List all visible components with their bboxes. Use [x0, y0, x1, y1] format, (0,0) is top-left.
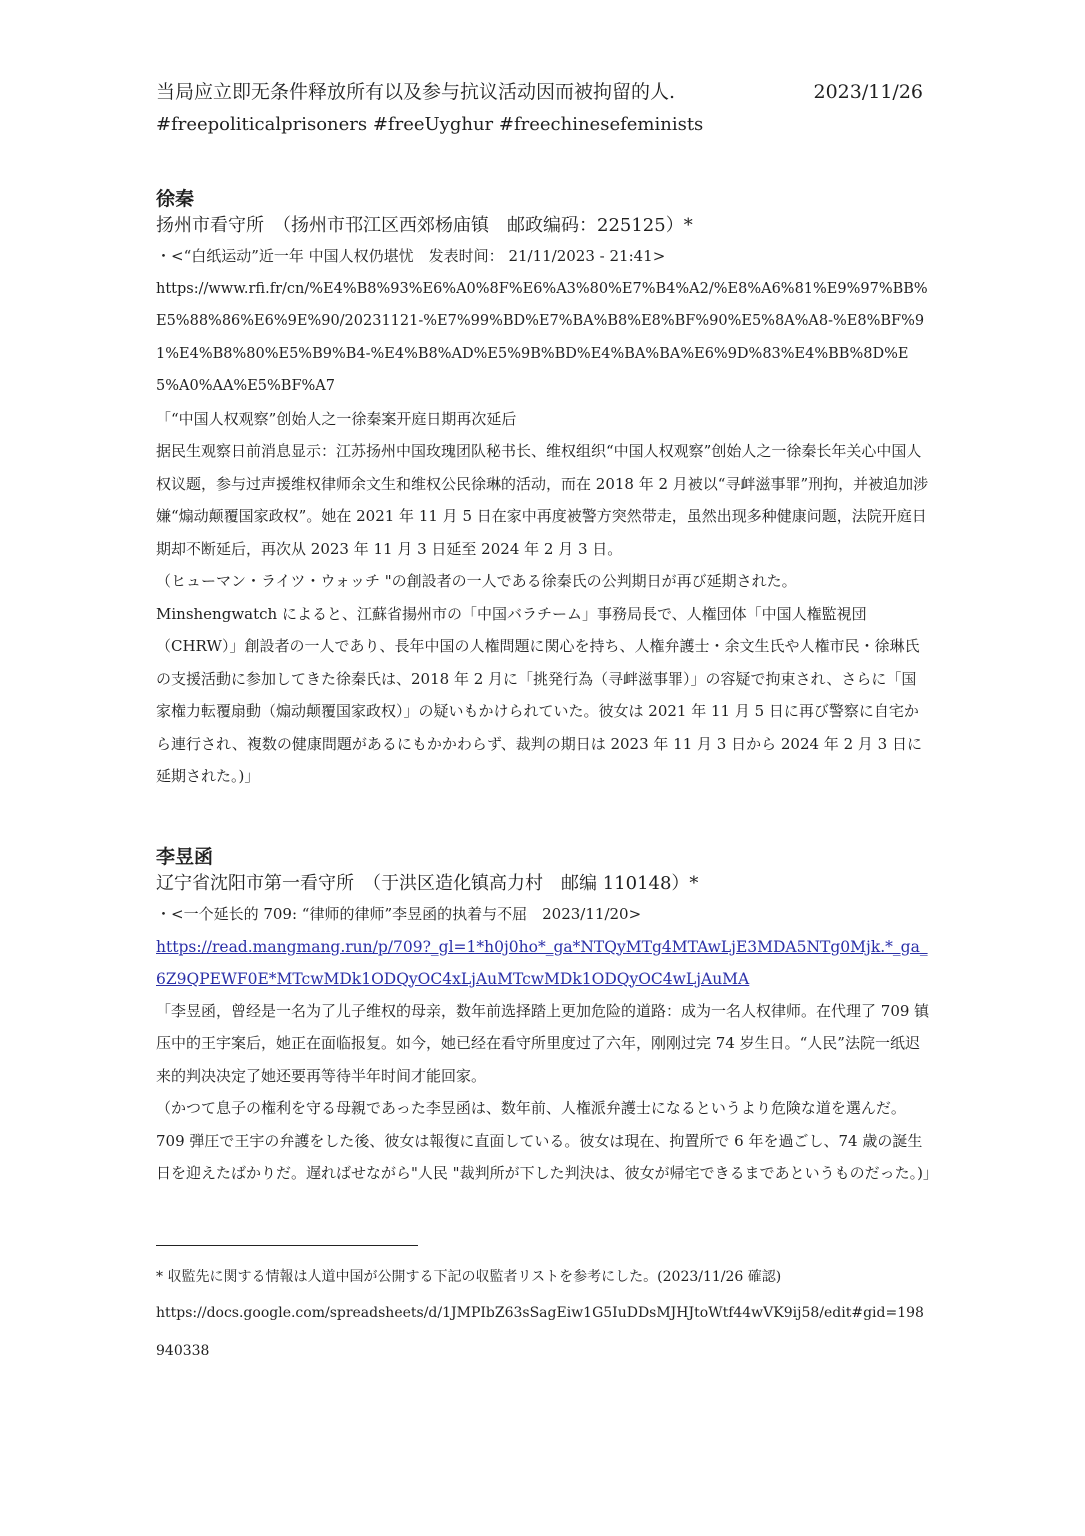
- footnote-mark: *: [156, 1269, 163, 1285]
- footnote-text-line: [156, 1260, 931, 1294]
- source-link[interactable]: https://read.mangmang.run/p/709?_gl=1*h0j0ho*_ga*NTQyMTg4MTAwLjE3MDA5NTg0Mjk.*_ga_6Z9QPEWF0E*MTcwMDk1ODQyOC4xLjAuMTcwMDk1ODQyOC4wLjAuMA: [156, 937, 928, 988]
- quote-japanese-1: （ヒューマン・ライツ・ウォッチ "の創設者の一人である徐秦氏の公判期日が再び延期された。: [156, 572, 797, 590]
- quote-title: 「“中国人权观察”创始人之一徐秦案开庭日期再次延后: [156, 409, 517, 428]
- source-line: ・<“白纸运动”近一年 中国人权仍堪忧 发表时间： 21/11/2023 - 21:41>: [156, 247, 666, 265]
- person-name: 李昱函: [156, 846, 214, 868]
- detention-location: 辽宁省沈阳市第一看守所 （于洪区造化镇高力村 邮编 110148）*: [156, 873, 699, 894]
- footnote-divider: [156, 1245, 418, 1246]
- source-line: ・<一个延长的 709: “律师的律师”李昱函的执着与不屈 2023/11/20>: [156, 905, 642, 923]
- section-li-yuhan: [156, 844, 938, 1190]
- hashtags: #freepoliticalprisoners #freeUyghur #freechinesefeminists: [156, 114, 704, 135]
- header-title: 当局应立即无条件释放所有以及参与抗议活动因而被拘留的人.: [156, 81, 676, 103]
- quote-chinese: 「李昱函，曾经是一名为了儿子维权的母亲，数年前选择踏上更加危险的道路：成为一名人权律师。在代理了 709 镇压中的王宇案后，她正在面临报复。如今，她已经在看守所里度过了六年，刚刚过完 74 岁生日。“人民”法院一纸迟来的判决决定了她还要再等待半年时间才能回家。: [156, 1001, 930, 1085]
- section-xu-qin: [156, 186, 931, 793]
- footnote-url[interactable]: https://docs.google.com/spreadsheets/d/1JMPIbZ63sSagEiw1G5IuDDsMJHJtoWtf44wVK9ij58/edit#gid=198940338: [156, 1305, 924, 1359]
- quote-chinese: 据民生观察日前消息显示：江苏扬州中国玫瑰团队秘书长、维权组织“中国人权观察”创始人之一徐秦长年关心中国人权议题，参与过声援维权律师余文生和维权公民徐琳的活动，而在 2018 年 2 月被以“寻衅滋事罪”刑拘，并被追加涉嫌“煽动颠覆国家政权”。她在 2021 年 11 月 5 日在家中再度被警方突然带走，虽然出现多种健康问题，法院开庭日期却不断延后，再次从 2023 年 11 月 3 日延至 2024 年 2 月 3 日。: [156, 442, 929, 558]
- source-url[interactable]: https://www.rfi.fr/cn/%E4%B8%93%E6%A0%8F%E6%A3%80%E7%B4%A2/%E8%A6%81%E9%97%BB%E5%88%86%E6%9E%90/20231121-%E7%99%BD%E7%BA%B8%E8%BF%90%E5%8A%A8-%E8%BF%91%E4%B8%80%E5%B9%B4-%E4%B8%AD%E5%9B%BD%E4%BA%BA%E6%9D%83%E4%BB%8D%E5%A0%AA%E5%BF%A7: [156, 280, 928, 394]
- footnote: [156, 1245, 931, 1370]
- quote-japanese-2: Minshengwatch によると、江蘇省揚州市の「中国バラチーム」事務局長で、人権団体「中国人権監視団（CHRW）」創設者の一人であり、長年中国の人権問題に関心を持ち、人権弁護士・余文生氏や人権市民・徐琳氏の支援活動に参加してきた徐秦氏は、2018 年 2 月に「挑発行為（寻衅滋事罪）」の容疑で拘束され、さらに「国家権力転覆扇動（煽动颠覆国家政权）」の疑いもかけられていた。彼女は 2021 年 11 月 5 日に再び警察に自宅から連行され、複数の健康問題があるにもかかわらず、裁判の期日は 2023 年 11 月 3 日から 2024 年 2 月 3 日に延期された。)」: [156, 604, 922, 785]
- header: [156, 78, 931, 106]
- person-name: 徐秦: [156, 188, 195, 210]
- footnote-text: 収監先に関する情報は人道中国が公開する下記の収監者リストを参考にした。(2023/11/26 確認): [167, 1269, 782, 1285]
- document-page: [156, 78, 938, 1359]
- header-date: 2023/11/26: [813, 81, 923, 103]
- detention-location: 扬州市看守所 （扬州市邗江区西郊杨庙镇 邮政编码：225125）*: [156, 215, 693, 236]
- quote-japanese: （かつて息子の権利を守る母親であった李昱函は、数年前、人権派弁護士になるというより危険な道を選んだ。709 弾圧で王宇の弁護をした後、彼女は報復に直面している。彼女は現在、拘置所で 6 年を過ごし、74 歳の誕生日を迎えたばかりだ。遅ればせながら"人民 "裁判所が下した判決は、彼女が帰宅できるまであというものだった。)」: [156, 1099, 938, 1182]
